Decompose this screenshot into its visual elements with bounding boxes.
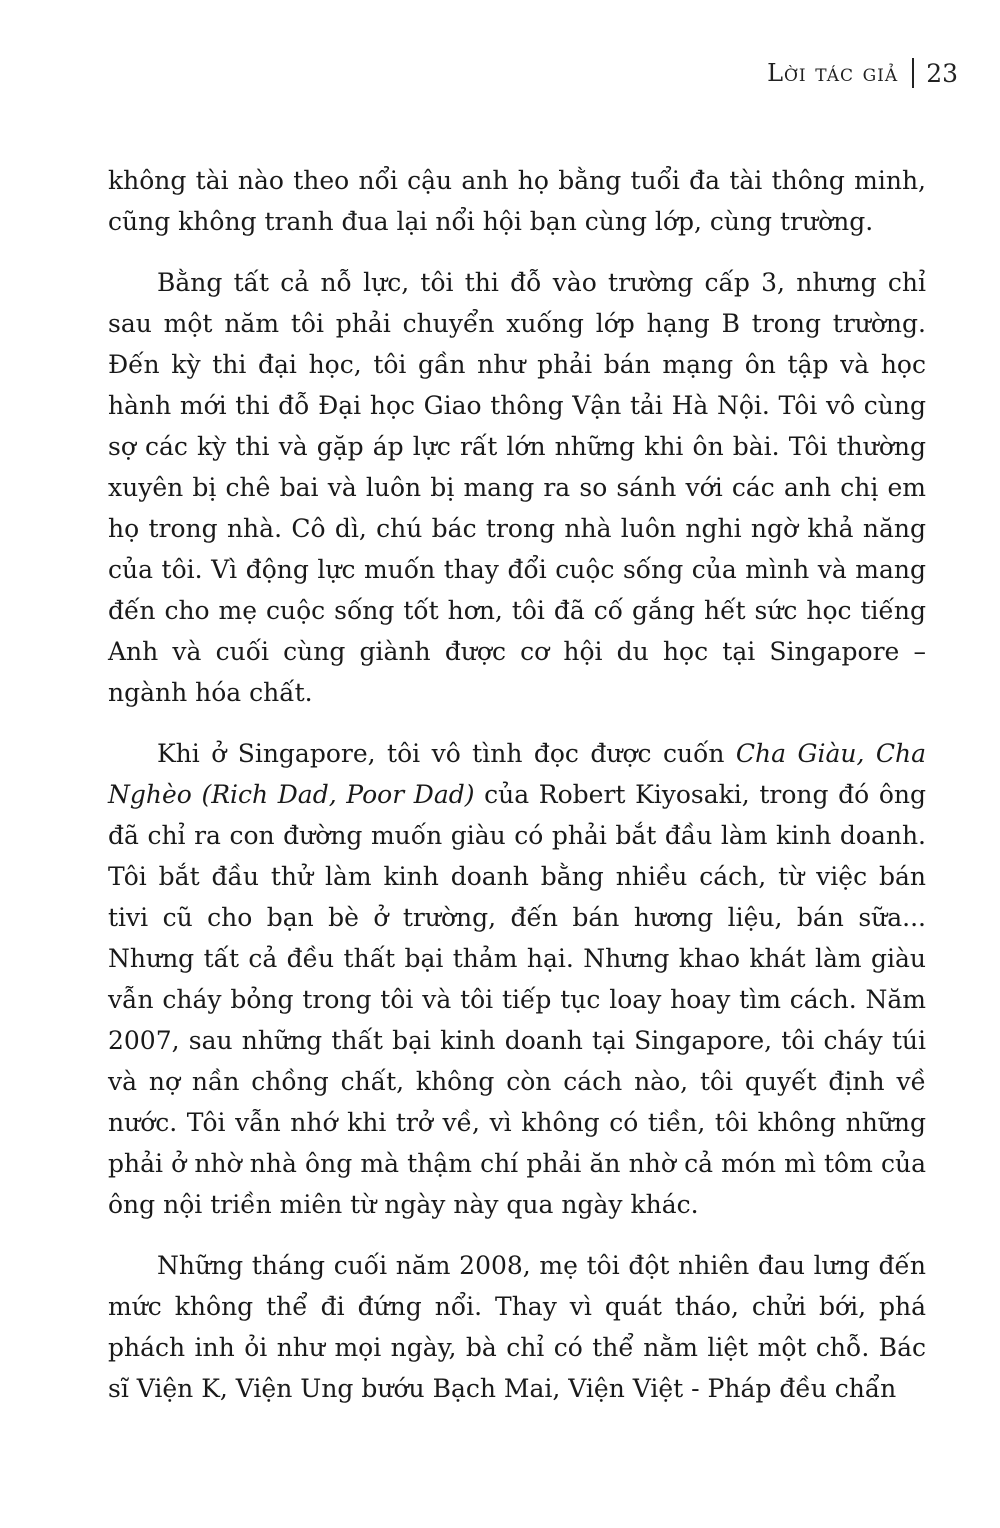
paragraph-3-part-2: của Robert Kiyosaki, trong đó ông đã chỉ ra con đường muốn giàu có phải bắt đầu làm kinh doanh. Tôi bắt đầu thử làm kinh doanh bằng nhiều cách, từ việc bán tivi cũ cho bạn bè ở trường, đến bán hương liệu, bán sữa... Nhưng tất cả đều thất bại thảm hại. Nhưng khao khát làm giàu vẫn cháy bỏng trong tôi và tôi tiếp tục loay hoay tìm cách. Năm 2007, sau những thất bại kinh doanh tại Singapore, tôi cháy túi và nợ nần chồng chất, không còn cách nào, tôi quyết định về nước. Tôi vẫn nhớ khi trở về, vì không có tiền, tôi không những phải ở nhờ nhà ông mà thậm chí phải ăn nhờ cả món mì tôm của ông nội triền miên từ ngày này qua ngày khác. bbox=[108, 780, 926, 1219]
paragraph-3 bbox=[108, 733, 926, 1225]
paragraph-1: không tài nào theo nổi cậu anh họ bằng tuổi đa tài thông minh, cũng không tranh đua lại nổi hội bạn cùng lớp, cùng trường. bbox=[108, 166, 926, 236]
paragraph-3-part-1: Khi ở Singapore, tôi vô tình đọc được cuốn bbox=[157, 739, 736, 768]
paragraph-4: Những tháng cuối năm 2008, mẹ tôi đột nhiên đau lưng đến mức không thể đi đứng nổi. Thay vì quát tháo, chửi bới, phá phách inh ỏi như mọi ngày, bà chỉ có thể nằm liệt một chỗ. Bác sĩ Viện K, Viện Ung bướu Bạch Mai, Viện Việt - Pháp đều chẩn bbox=[108, 1251, 926, 1403]
paragraph-2: Bằng tất cả nỗ lực, tôi thi đỗ vào trường cấp 3, nhưng chỉ sau một năm tôi phải chuyển xuống lớp hạng B trong trường. Đến kỳ thi đại học, tôi gần như phải bán mạng ôn tập và học hành mới thi đỗ Đại học Giao thông Vận tải Hà Nội. Tôi vô cùng sợ các kỳ thi và gặp áp lực rất lớn những khi ôn bài. Tôi thường xuyên bị chê bai và luôn bị mang ra so sánh với các anh chị em họ trong nhà. Cô dì, chú bác trong nhà luôn nghi ngờ khả năng của tôi. Vì động lực muốn thay đổi cuộc sống của mình và mang đến cho mẹ cuộc sống tốt hơn, tôi đã cố gắng hết sức học tiếng Anh và cuối cùng giành được cơ hội du học tại Singapore – ngành hóa chất. bbox=[108, 268, 926, 707]
page-number: 23 bbox=[926, 58, 958, 88]
book-title-italic: Cha Giàu, Cha Nghèo (Rich Dad, Poor Dad) bbox=[108, 739, 926, 809]
running-header bbox=[767, 58, 958, 88]
body-text bbox=[108, 160, 926, 1429]
section-title: Lời tác giả bbox=[767, 59, 899, 87]
header-divider bbox=[912, 58, 914, 88]
